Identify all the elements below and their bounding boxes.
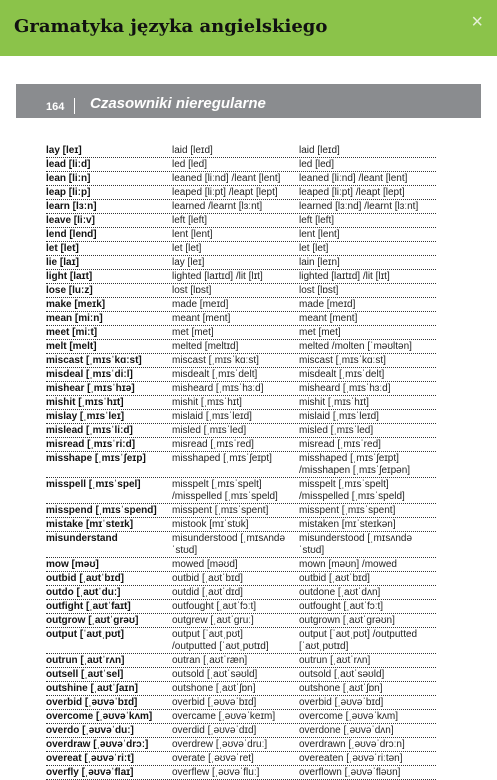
past-participle-cell: let [let] <box>299 243 329 254</box>
base-form-cell: output [ˈaʊtˌpʊt] <box>46 629 124 640</box>
past-simple-cell: meant [ment] <box>172 313 231 324</box>
past-participle-cell: overeaten [ˌəʊvəˈriːtən] <box>299 753 403 764</box>
base-form-cell: mishear [ˌmɪsˈhɪə] <box>46 383 135 394</box>
base-form-cell: let [let] <box>46 243 79 254</box>
banner-divider <box>74 98 75 114</box>
past-participle-cell: miscast [ˌmɪsˈkɑːst] <box>299 355 386 366</box>
table-row <box>46 186 436 200</box>
table-row <box>46 452 436 478</box>
past-participle-cell: misspelt [ˌmɪsˈspelt] /misspelled [ˌmɪsˈspeld] <box>299 479 405 502</box>
past-simple-cell: met [met] <box>172 327 214 338</box>
past-participle-cell: misheard [ˌmɪsˈhɜːd] <box>299 383 391 394</box>
section-title: Czasowniki nieregularne <box>90 95 266 112</box>
table-row <box>46 424 436 438</box>
past-simple-cell: overdid [ˌəʊvəˈdɪd] <box>172 725 257 736</box>
past-simple-cell: output [ˈaʊtˌpʊt] /outputted [ˈaʊtˌpʊtɪd] <box>172 629 269 652</box>
past-simple-cell: let [let] <box>172 243 202 254</box>
past-participle-cell: misdealt [ˌmɪsˈdelt] <box>299 369 385 380</box>
table-row <box>46 572 436 586</box>
base-form-cell: lay [leɪ] <box>46 145 82 156</box>
table-row <box>46 326 436 340</box>
past-participle-cell: overflown [ˌəʊvəˈfləʊn] <box>299 767 401 778</box>
past-participle-cell: made [meɪd] <box>299 299 356 310</box>
past-simple-cell: lost [lɒst] <box>172 285 212 296</box>
past-simple-cell: mowed [məʊd] <box>172 559 238 570</box>
past-simple-cell: outbid [ˌaʊtˈbɪd] <box>172 573 243 584</box>
table-row <box>46 298 436 312</box>
past-participle-cell: led [led] <box>299 159 335 170</box>
page-number: 164 <box>46 101 65 113</box>
table-row <box>46 600 436 614</box>
table-row <box>46 340 436 354</box>
past-simple-cell: misdealt [ˌmɪsˈdelt] <box>172 369 258 380</box>
table-row <box>46 696 436 710</box>
table-row <box>46 724 436 738</box>
past-participle-cell: met [met] <box>299 327 341 338</box>
past-participle-cell: overcome [ˌəʊvəˈkʌm] <box>299 711 399 722</box>
past-participle-cell: outshone [ˌaʊtˈʃɒn] <box>299 683 383 694</box>
table-row <box>46 478 436 504</box>
base-form-cell: light [laɪt] <box>46 271 93 282</box>
close-icon[interactable]: × <box>471 11 483 33</box>
past-simple-cell: led [led] <box>172 159 208 170</box>
base-form-cell: mislay [ˌmɪsˈleɪ] <box>46 411 125 422</box>
base-form-cell: outdo [ˌaʊtˈduː] <box>46 587 121 598</box>
table-row <box>46 518 436 532</box>
past-simple-cell: lent [lent] <box>172 229 213 240</box>
past-simple-cell: outdid [ˌaʊtˈdɪd] <box>172 587 243 598</box>
past-simple-cell: mislaid [ˌmɪsˈleɪd] <box>172 411 252 422</box>
base-form-cell: overbid [ˌəʊvəˈbɪd] <box>46 697 138 708</box>
table-row <box>46 504 436 518</box>
past-participle-cell: learned [lɜːnd] /learnt [lɜːnt] <box>299 201 419 212</box>
table-row <box>46 284 436 298</box>
base-form-cell: leap [liːp] <box>46 187 91 198</box>
past-participle-cell: mown [məʊn] /mowed <box>299 559 397 570</box>
past-simple-cell: mishit [ˌmɪsˈhɪt] <box>172 397 242 408</box>
past-simple-cell: misshaped [ˌmɪsˈʃeɪpt] <box>172 453 272 464</box>
past-simple-cell: outfought [ˌaʊtˈfɔːt] <box>172 601 257 612</box>
past-simple-cell: laid [leɪd] <box>172 145 213 156</box>
base-form-cell: overdraw [ˌəʊvəˈdrɔː] <box>46 739 149 750</box>
table-row <box>46 228 436 242</box>
base-form-cell: overfly [ˌəʊvəˈflaɪ] <box>46 767 134 778</box>
past-simple-cell: learned /learnt [lɜːnt] <box>172 201 263 212</box>
past-simple-cell: misspent [ˌmɪsˈspent] <box>172 505 269 516</box>
table-row <box>46 410 436 424</box>
past-participle-cell: laid [leɪd] <box>299 145 340 156</box>
table-row <box>46 614 436 628</box>
table-row <box>46 738 436 752</box>
base-form-cell: melt [melt] <box>46 341 97 352</box>
past-simple-cell: overflew [ˌəʊvəˈfluː] <box>172 767 260 778</box>
past-simple-cell: overbid [ˌəʊvəˈbɪd] <box>172 697 257 708</box>
table-row <box>46 158 436 172</box>
table-row <box>46 214 436 228</box>
past-participle-cell: outdone [ˌaʊtˈdʌn] <box>299 587 381 598</box>
past-participle-cell: mishit [ˌmɪsˈhɪt] <box>299 397 369 408</box>
base-form-cell: overdo [ˌəʊvəˈduː] <box>46 725 134 736</box>
table-row <box>46 242 436 256</box>
past-simple-cell: lighted [laɪtɪd] /lit [lɪt] <box>172 271 263 282</box>
table-row <box>46 628 436 654</box>
base-form-cell: lie [laɪ] <box>46 257 79 268</box>
past-simple-cell: lay [leɪ] <box>172 257 205 268</box>
base-form-cell: outrun [ˌaʊtˈrʌn] <box>46 655 125 666</box>
table-row <box>46 144 436 158</box>
table-row <box>46 710 436 724</box>
past-simple-cell: outsold [ˌaʊtˈsəʊld] <box>172 669 258 680</box>
table-row <box>46 438 436 452</box>
past-participle-cell: misread [ˌmɪsˈred] <box>299 439 381 450</box>
past-simple-cell: mistook [mɪˈstʊk] <box>172 519 249 530</box>
past-simple-cell: overcame [ˌəʊvəˈkeɪm] <box>172 711 276 722</box>
past-simple-cell: miscast [ˌmɪsˈkɑːst] <box>172 355 259 366</box>
base-form-cell: misdeal [ˌmɪsˈdiːl] <box>46 369 133 380</box>
base-form-cell: lead [liːd] <box>46 159 91 170</box>
base-form-cell: lose [luːz] <box>46 285 93 296</box>
base-form-cell: outshine [ˌaʊtˈʃaɪn] <box>46 683 138 694</box>
past-participle-cell: overdone [ˌəʊvəˈdʌn] <box>299 725 394 736</box>
table-row <box>46 396 436 410</box>
past-participle-cell: outrun [ˌaʊtˈrʌn] <box>299 655 371 666</box>
past-participle-cell: outbid [ˌaʊtˈbɪd] <box>299 573 370 584</box>
base-form-cell: outsell [ˌaʊtˈsel] <box>46 669 124 680</box>
past-participle-cell: lighted [laɪtɪd] /lit [lɪt] <box>299 271 390 282</box>
past-simple-cell: misheard [ˌmɪsˈhɜːd] <box>172 383 264 394</box>
base-form-cell: leave [liːv] <box>46 215 95 226</box>
table-row <box>46 256 436 270</box>
base-form-cell: mislead [ˌmɪsˈliːd] <box>46 425 133 436</box>
past-participle-cell: misspent [ˌmɪsˈspent] <box>299 505 396 516</box>
table-row <box>46 558 436 572</box>
past-simple-cell: outran [ˌaʊtˈræn] <box>172 655 248 666</box>
base-form-cell: learn [lɜːn] <box>46 201 97 212</box>
base-form-cell: outfight [ˌaʊtˈfaɪt] <box>46 601 131 612</box>
past-participle-cell: leaned [liːnd] /leant [lent] <box>299 173 408 184</box>
table-row <box>46 752 436 766</box>
past-simple-cell: misread [ˌmɪsˈred] <box>172 439 254 450</box>
past-simple-cell: left [left] <box>172 215 208 226</box>
past-participle-cell: outgrown [ˌaʊtˈgrəʊn] <box>299 615 395 626</box>
past-participle-cell: meant [ment] <box>299 313 358 324</box>
past-participle-cell: mislaid [ˌmɪsˈleɪd] <box>299 411 379 422</box>
base-form-cell: mow [məʊ] <box>46 559 99 570</box>
past-participle-cell: lain [leɪn] <box>299 257 340 268</box>
past-participle-cell: output [ˈaʊtˌpʊt] /outputted [ˈaʊtˌpʊtɪd] <box>299 629 418 652</box>
base-form-cell: mishit [ˌmɪsˈhɪt] <box>46 397 124 408</box>
past-simple-cell: misled [ˌmɪsˈled] <box>172 425 247 436</box>
table-row <box>46 312 436 326</box>
past-simple-cell: melted [meltɪd] <box>172 341 239 352</box>
past-participle-cell: left [left] <box>299 215 335 226</box>
table-row <box>46 172 436 186</box>
table-row <box>46 200 436 214</box>
base-form-cell: meet [miːt] <box>46 327 98 338</box>
past-participle-cell: misunderstood [ˌmɪsʌndəˈstʊd] <box>299 533 413 556</box>
base-form-cell: misspell [ˌmɪsˈspel] <box>46 479 141 490</box>
past-participle-cell: misshaped [ˌmɪsˈʃeɪpt] /misshapen [ˌmɪsˈʃeɪpən] <box>299 453 411 476</box>
irregular-verbs-table <box>46 144 436 780</box>
base-form-cell: lend [lend] <box>46 229 97 240</box>
table-row <box>46 654 436 668</box>
base-form-cell: lean [liːn] <box>46 173 91 184</box>
past-simple-cell: misunderstood [ˌmɪsʌndə ˈstʊd] <box>172 533 286 556</box>
table-row <box>46 586 436 600</box>
table-row <box>46 368 436 382</box>
past-participle-cell: outsold [ˌaʊtˈsəʊld] <box>299 669 385 680</box>
past-simple-cell: leaped [liːpt] /leapt [lept] <box>172 187 278 198</box>
base-form-cell: outgrow [ˌaʊtˈgrəʊ] <box>46 615 139 626</box>
base-form-cell: misshape [ˌmɪsˈʃeɪp] <box>46 453 146 464</box>
table-row <box>46 354 436 368</box>
table-row <box>46 766 436 780</box>
table-row <box>46 382 436 396</box>
table-row <box>46 532 436 558</box>
past-simple-cell: overdrew [ˌəʊvəˈdruː] <box>172 739 268 750</box>
past-simple-cell: misspelt [ˌmɪsˈspelt] /misspelled [ˌmɪsˈspeld] <box>172 479 278 502</box>
past-simple-cell: outgrew [ˌaʊtˈgruː] <box>172 615 254 626</box>
past-participle-cell: mistaken [mɪˈsteɪkən] <box>299 519 396 530</box>
past-simple-cell: outshone [ˌaʊtˈʃɒn] <box>172 683 256 694</box>
base-form-cell: outbid [ˌaʊtˈbɪd] <box>46 573 125 584</box>
past-participle-cell: leaped [liːpt] /leapt [lept] <box>299 187 405 198</box>
base-form-cell: overcome [ˌəʊvəˈkʌm] <box>46 711 153 722</box>
base-form-cell: misspend [ˌmɪsˈspend] <box>46 505 157 516</box>
table-row <box>46 682 436 696</box>
table-row <box>46 270 436 284</box>
past-participle-cell: misled [ˌmɪsˈled] <box>299 425 374 436</box>
past-simple-cell: leaned [liːnd] /leant [lent] <box>172 173 281 184</box>
base-form-cell: make [meɪk] <box>46 299 106 310</box>
base-form-cell: mean [miːn] <box>46 313 103 324</box>
base-form-cell: mistake [mɪˈsteɪk] <box>46 519 134 530</box>
base-form-cell: misunderstand <box>46 533 118 544</box>
base-form-cell: misread [ˌmɪsˈriːd] <box>46 439 136 450</box>
base-form-cell: overeat [ˌəʊvəˈriːt] <box>46 753 134 764</box>
past-participle-cell: lost [lɒst] <box>299 285 339 296</box>
past-participle-cell: melted /molten [ˈməʊltən] <box>299 341 412 352</box>
past-participle-cell: lent [lent] <box>299 229 340 240</box>
past-simple-cell: overate [ˌəʊvəˈret] <box>172 753 254 764</box>
base-form-cell: miscast [ˌmɪsˈkɑːst] <box>46 355 142 366</box>
past-participle-cell: overdrawn [ˌəʊvəˈdrɔːn] <box>299 739 405 750</box>
past-participle-cell: overbid [ˌəʊvəˈbɪd] <box>299 697 384 708</box>
past-participle-cell: outfought [ˌaʊtˈfɔːt] <box>299 601 384 612</box>
table-row <box>46 668 436 682</box>
app-title: Gramatyka języka angielskiego <box>14 16 328 37</box>
past-simple-cell: made [meɪd] <box>172 299 229 310</box>
